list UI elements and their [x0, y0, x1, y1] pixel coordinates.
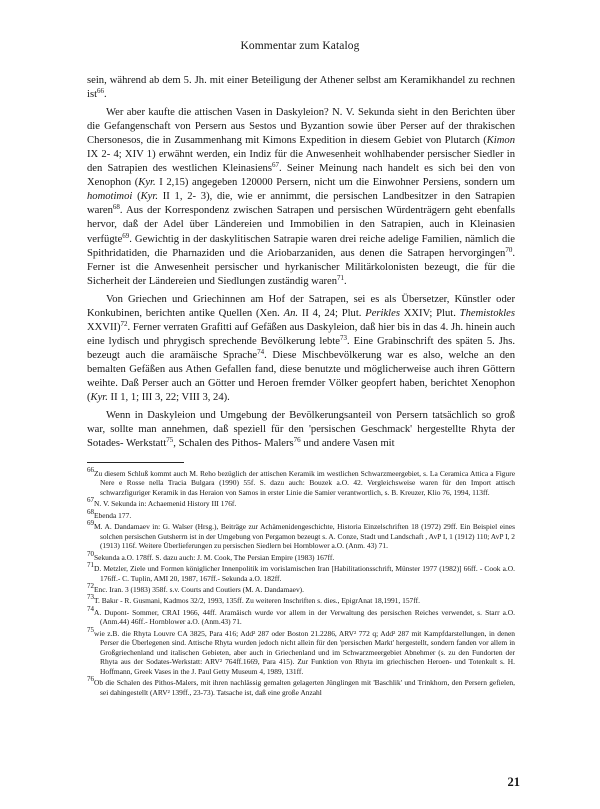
text-run: . Diese Mischbevölkerung war es also, welche an den bemalten Gefäßen aus Athen Gefallen fand, diese benutzte und möglicherweise auch ihren Göttern weihte. Daß Perser auch an Götter und Heroen fremder Völker geopfert haben, berichtet Xenophon (: [87, 349, 515, 404]
text-run: . Aus der Korrespondenz zwischen Satrapen und persischen Würdenträgern geht ebenfalls hervor, daß der Adel über Ländereien und Immobilien in den Satrapien, auch in Kleinasien verfügte: [87, 205, 515, 245]
text-run: sein, während ab dem 5. Jh. mit einer Beteiligung der Athener selbst am Keramikhandel zu rechnen ist: [87, 75, 515, 101]
footnote-reference: 74: [257, 347, 265, 356]
footnote-text: T. Bakır - R. Gusmani, Kadmos 32/2, 1993, 135ff. Zu weiteren Inschriften s. dies., EpigrAnat 18,1991, 157ff.: [94, 596, 420, 606]
italic-title: Perikles: [365, 307, 400, 319]
footnote-reference: 72: [120, 319, 128, 328]
footnote-70: [87, 549, 515, 562]
italic-title: Kyr.: [140, 191, 158, 203]
footnote-68: [87, 507, 515, 520]
footnote-75: [87, 625, 515, 676]
text-run: Wer aber kaufte die attischen Vasen in Daskyleion? N. V. Sekunda sieht in den Berichten über die Gefangenschaft von Persern aus Sestos und Byzantion sowie über Perser auf der thrakischen Chersonesos, die in Zusammenhang mit Kimons Expedition in diesem Gebiet von Plutarch (: [87, 107, 515, 147]
footnote-text: Enc. Iran. 3 (1983) 358f. s.v. Courts and Coutiers (M. A. Dandamaev).: [94, 584, 304, 594]
text-run: .: [104, 89, 107, 101]
footnote-text: Zu diesem Schluß kommt auch M. Reho bezüglich der attischen Keramik im westlichen Schwarzmeergebiet, s. La Ceramica Attica a Figure Nere e Rosse nella Tracia Bulgara (1990) 55f. S. dazu auch: Bouzek a.O. 42. Vergleichsweise waren für den Import attisch schwarzfiguriger Keramik in das Heraion von Samos in erster Linie die Samier verantwortlich, s. B. Kreuzer, Klio 76, 1994, 113ff.: [94, 469, 515, 497]
footnote-reference: 73: [340, 333, 347, 342]
footnote-number: 75: [87, 625, 94, 634]
footnote-reference: 76: [293, 436, 301, 445]
text-run: IX 2- 4; XIV 1) erwähnt werden, ein Indiz für die Anwesenheit wohlhabender persischer Siedler in den Satrapien des westlichen Kleinasiens: [87, 149, 515, 175]
text-run: .: [344, 275, 347, 287]
text-run: I 2,15) angegeben 120000 Persern, nicht um die Einwohner Persiens, sondern um: [155, 177, 515, 189]
text-run: (: [132, 191, 141, 203]
footnote-number: 72: [87, 581, 94, 590]
text-run: II 1, 1; III 3, 22; VIII 3, 24).: [107, 392, 230, 404]
footnote-71: [87, 561, 515, 583]
footnote-76: [87, 675, 515, 697]
footnotes: [87, 466, 515, 699]
text-run: XXIV; Plut.: [399, 307, 460, 319]
footnote-text: Ebenda 177.: [94, 510, 132, 520]
footnote-text: wie z.B. die Rhyta Louvre CA 3825, Para 416; Add² 287 oder Boston 21.2286, ARV² 772 q; Add² 287 mit Kampfdarstellungen, in denen Perser die Überlegenen sind. Attische Rhyta wurden jedoch nicht allein für den 'persischen Markt' hergestellt, sondern fanden vor allem in Großgriechenland und italischen Gebieten, aber auch in Griechenland und im Schwarzmeergebiet Abnehmer (s. zu den Fundorten der Rhyta aus der Sodates-Werkstatt: ARV² 764ff.1669, Para 415). Zur Funktion von Rhyta im griechischen Heroen- und Totenkult s. H. Hoffmann, Greek Vases in the J. Paul Getty Museum 4, 1989, 131ff.: [94, 628, 515, 676]
text-run: XXVII): [87, 321, 121, 333]
footnote-number: 68: [87, 507, 94, 516]
footnote-text: Ob die Schalen des Pithos-Malers, mit ihren nachlässig gemalten gelagerten Jünglingen mit 'Baschlik' und Trinkhorn, den Persern gefielen, sei dahingestellt (ARV² 139ff., 23-73). Tatsache ist, daß eine große Anzahl: [94, 678, 515, 697]
footnote-reference: 75: [166, 436, 174, 445]
footnote-text: A. Dupont- Sommer, CRAI 1966, 44ff. Aramäisch wurde vor allem in der Verwaltung des persischen Reiches verwendet, s. Starr a.O. (Anm.44) 46ff.- Hornblower a.O. (Anm.43) 71.: [94, 607, 515, 627]
footnote-67: [87, 496, 515, 509]
italic-title: An.: [283, 307, 299, 319]
italic-title: Kyr.: [90, 392, 108, 404]
footnote-reference: 67: [271, 161, 279, 170]
footnote-number: 67: [87, 496, 94, 505]
footnote-text: M. A. Dandamaev in: G. Walser (Hrsg.), Beiträge zur Achämenidengeschichte, Historia Einzelschriften 18 (1972) 29ff. Ein Beispiel eines solchen persischen Gutsherrn ist in der Umgebung von Pergamon bezeugt s. A. Conze, Stadt und Landschaft , AvP I, 1 (1912) 110; AvP I, 2 (1913) 116f. Weitere Überlieferungen zu persischen Siedlern bei Hornblower a.O. (Anm. 43) 71.: [94, 522, 515, 551]
footnote-number: 70: [87, 549, 94, 558]
text-run: . Eine Grabinschrift des späten 5. Jhs. bezeugt auch die aramäische Sprache: [87, 335, 515, 361]
footnote-number: 66: [87, 466, 94, 474]
footnote-separator: [87, 462, 184, 463]
running-header: Kommentar zum Katalog: [240, 40, 360, 52]
body-paragraph: [87, 74, 515, 102]
footnote-reference: 69: [122, 231, 130, 240]
text-run: II 4, 24; Plut.: [298, 307, 366, 319]
footnote-72: [87, 581, 515, 594]
italic-title: Kyr.: [138, 177, 156, 189]
footnote-reference: 66: [97, 87, 105, 96]
footnote-number: 69: [87, 519, 94, 528]
italic-title: homotimoi: [87, 191, 133, 203]
text-run: . Ferner ist die Anwesenheit persischer und hyrkanischer Militärkolonisten bezeugt, die für die Sicherheit der Ländereien und Siedlungen zuständig waren: [87, 247, 515, 287]
text-run: . Seiner Meinung nach handelt es sich bei den von Xenophon (: [87, 163, 516, 189]
body-paragraph: [87, 409, 515, 451]
footnote-69: [87, 519, 515, 551]
footnote-74: [87, 604, 515, 627]
page-number: 21: [507, 775, 520, 789]
footnote-number: 74: [87, 604, 94, 613]
italic-title: Kimon: [486, 135, 515, 147]
footnote-number: 76: [87, 675, 94, 684]
text-run: , Schalen des Pithos- Malers: [173, 438, 294, 450]
footnote-number: 71: [87, 561, 94, 570]
body-paragraph: [87, 106, 515, 289]
body-paragraph: [87, 293, 515, 405]
footnote-text: Sekunda a.O. 178ff. S. dazu auch: J. M. Cook, The Persian Empire (1983) 167ff.: [94, 552, 335, 562]
footnote-number: 73: [87, 593, 94, 602]
footnote-66: [87, 466, 515, 497]
footnote-reference: 70: [505, 245, 513, 254]
text-run: . Ferner verraten Grafitti auf Gefäßen aus Daskyleion, daß hier bis in das 4. Jh. hinein auch eine lydisch und phrygisch sprechende Bevölkerung lebte: [87, 321, 515, 347]
footnote-73: [87, 593, 515, 606]
footnote-reference: 68: [112, 203, 120, 212]
text-run: II 1, 2- 3), die, wie er annimmt, die persischen Landbesitzer in den Satrapien waren: [87, 191, 515, 217]
footnote-text: N. V. Sekunda in: Achaemenid History III 176f.: [94, 499, 237, 509]
text-run: Von Griechen und Griechinnen am Hof der Satrapen, sei es als Übersetzer, Künstler oder Konkubinen, berichten antike Quellen (Xen.: [87, 293, 515, 319]
text-run: Wenn in Daskyleion und Umgebung der Bevölkerungsanteil von Persern tatsächlich so groß war, sollte man annehmen, daß speziell für den 'persischen Geschmack' hergestellte Rhyta der Sotades- Werkstatt: [87, 410, 515, 450]
footnote-reference: 71: [337, 273, 345, 282]
text-run: . Gewichtig in der daskylitischen Satrapie waren drei reiche adelige Familien, nämlich die Spithridatiden, die Pharnaziden und die Ariobarzaniden, aus denen die Satrapen hervorgingen: [87, 233, 515, 259]
body-text: [87, 74, 515, 455]
italic-title: Themistokles: [459, 307, 515, 319]
text-run: und andere Vasen mit: [300, 438, 395, 450]
footnote-text: D. Metzler, Ziele und Formen königlicher Innenpolitik im vorislamischen Iran [Habilitationsschrift, Münster 1977 (1982)] 66ff. - Cook a.O. 176ff.- C. Tuplin, AMI 20, 1987, 167ff.- Sekunda a.O. 182ff.: [94, 564, 515, 583]
